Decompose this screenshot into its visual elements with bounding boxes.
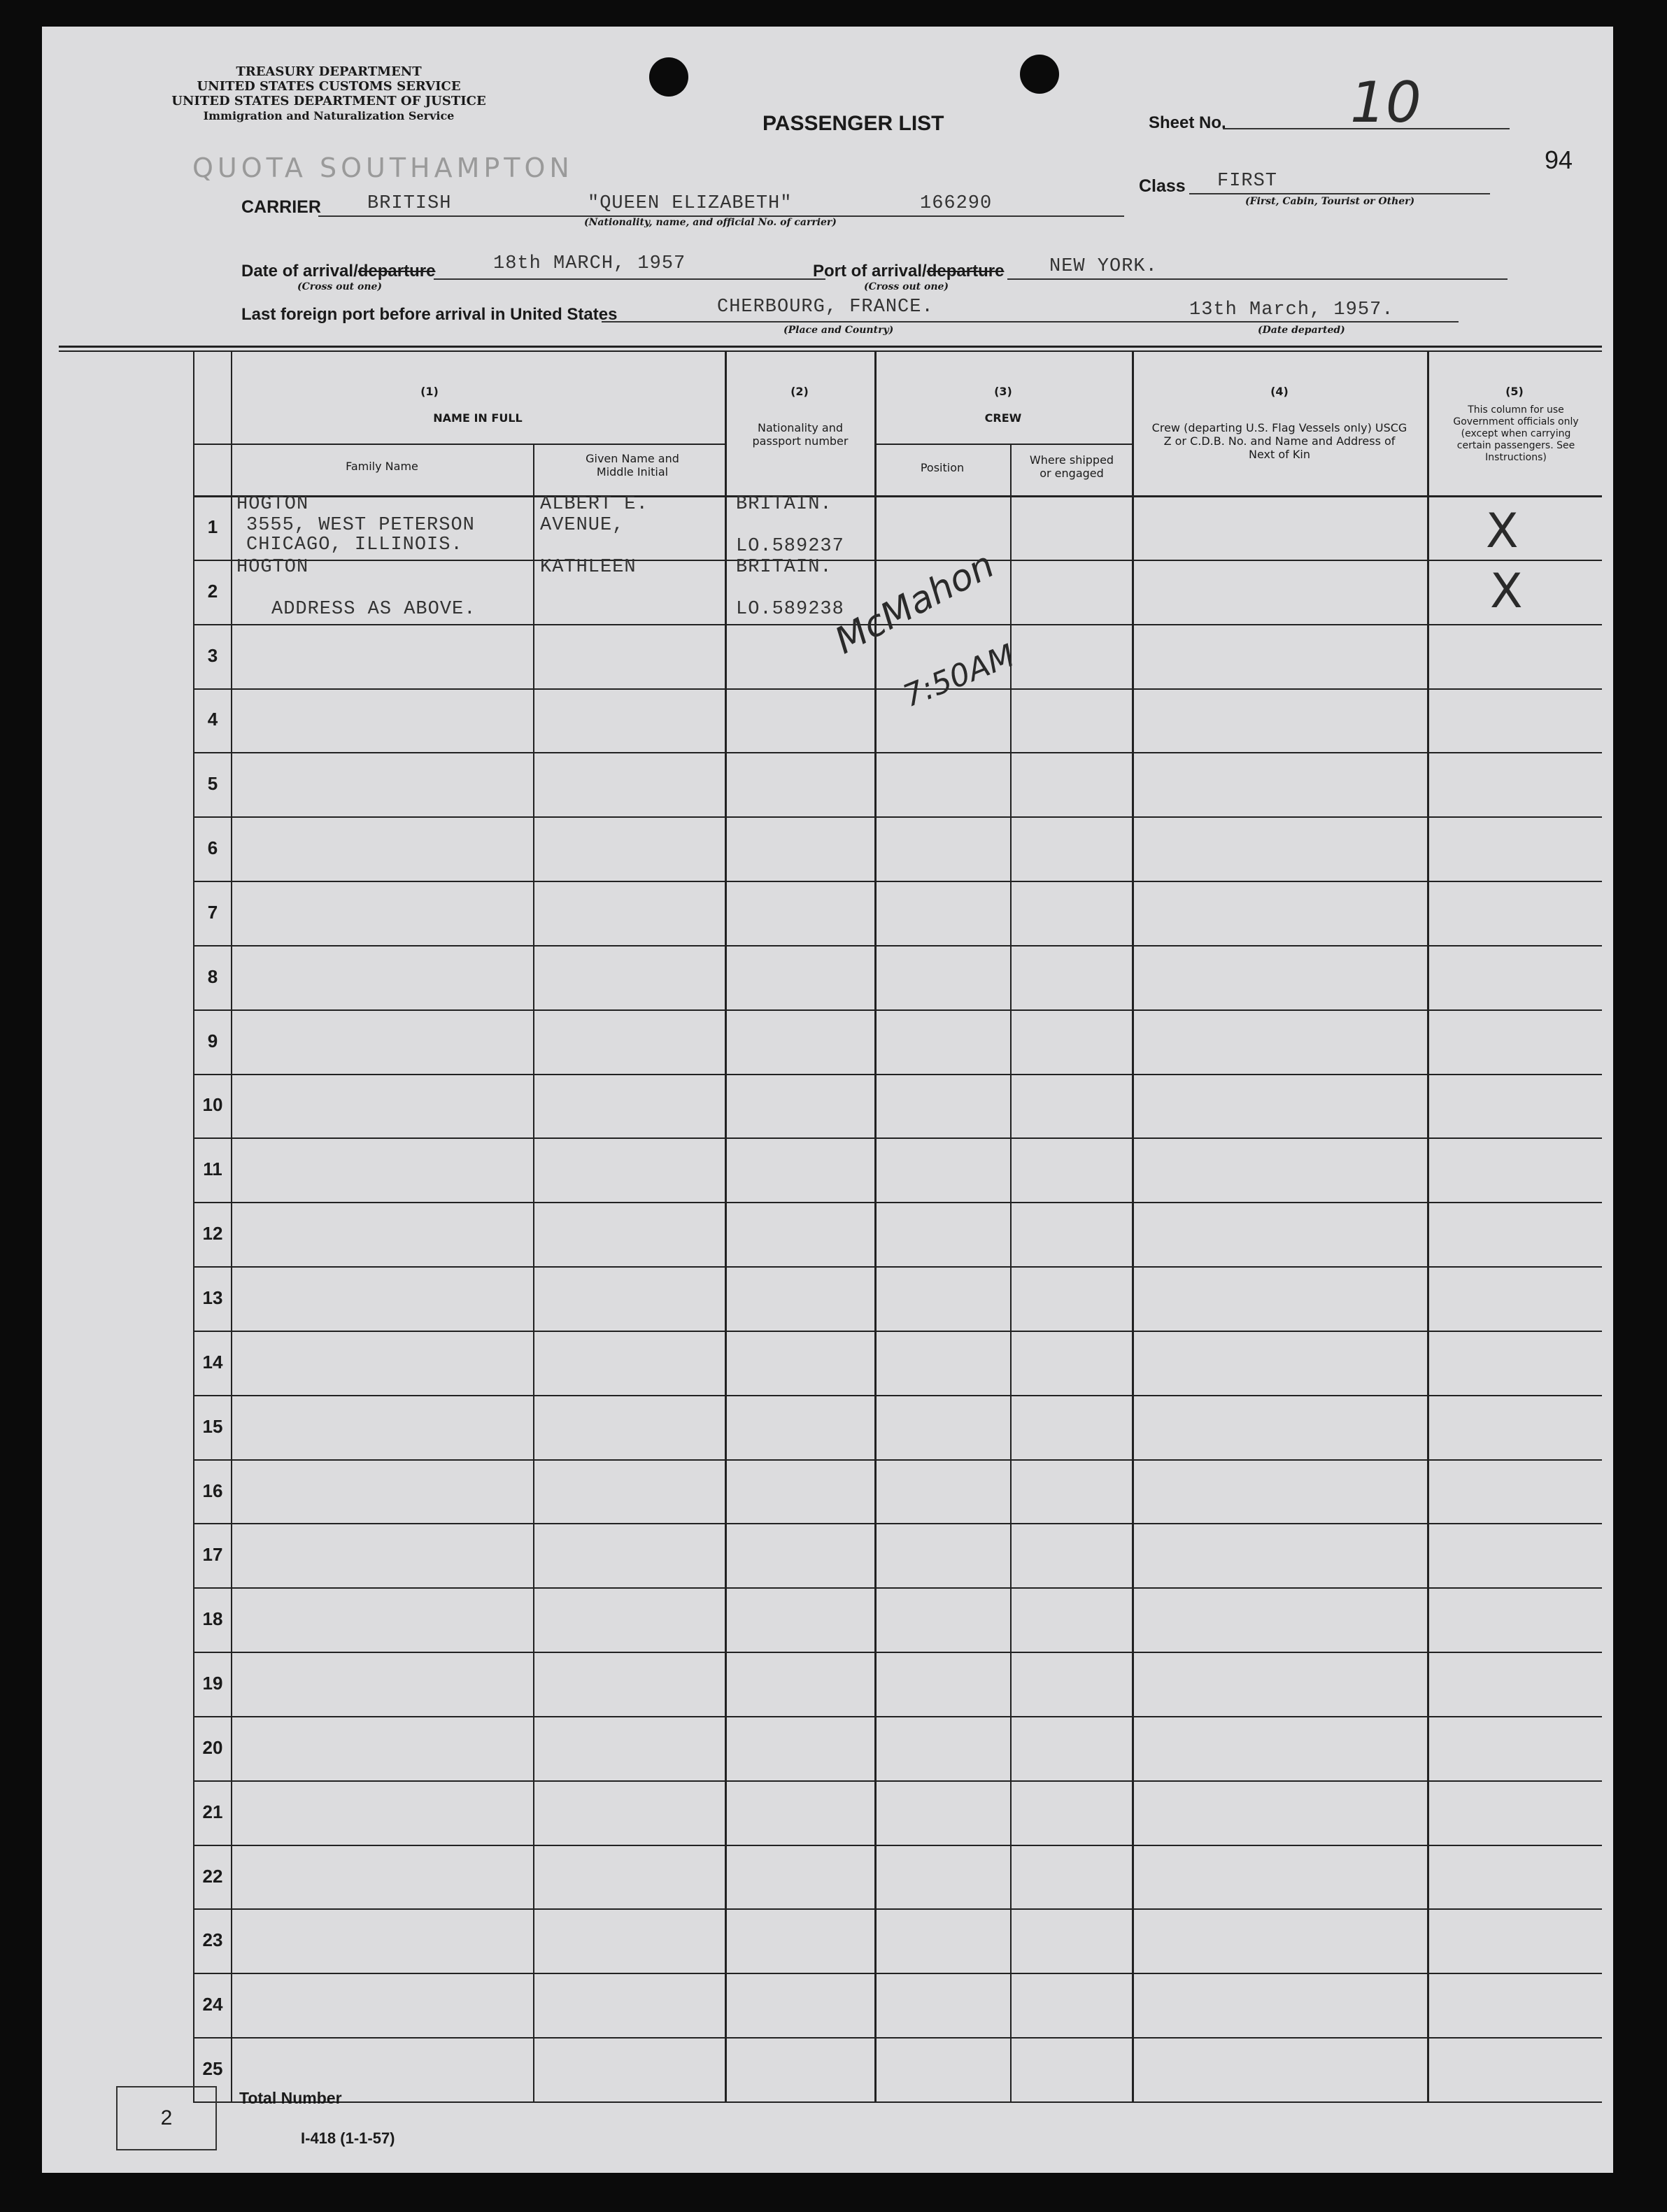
row-rule [193, 881, 1602, 882]
form-number: I-418 (1-1-57) [301, 2129, 395, 2147]
row-rule [193, 945, 1602, 947]
row-rule [193, 2101, 1602, 2103]
row-rule [193, 1587, 1602, 1589]
header-subrule-name [193, 444, 725, 445]
port-caption: (Cross out one) [864, 281, 949, 292]
port-label-departure: departure [926, 262, 1005, 281]
date-departed-caption: (Date departed) [1258, 325, 1345, 336]
row-rule [193, 1137, 1602, 1139]
row-number: 5 [207, 773, 218, 795]
row-number: 23 [202, 1929, 223, 1951]
agency-block [147, 64, 511, 123]
punch-hole-right [1020, 55, 1059, 94]
port-label-arrival: Port of arrival/ [813, 262, 927, 281]
row-number: 21 [202, 1801, 223, 1822]
entry1-given: ALBERT E. [540, 494, 648, 515]
col4-title: Crew (departing U.S. Flag Vessels only) USCG Z or C.D.B. No. and Name and Address of Next of Kin [1151, 421, 1407, 461]
row-rule [193, 1202, 1602, 1203]
entry2-address1: ADDRESS AS ABOVE. [271, 599, 476, 620]
row-number: 20 [202, 1736, 223, 1758]
row-number: 14 [202, 1351, 223, 1373]
col3-number: (3) [994, 385, 1012, 398]
row-rule [193, 1780, 1602, 1782]
row-number: 15 [202, 1415, 223, 1437]
entry2-given: KATHLEEN [540, 557, 637, 578]
entry1-passport: LO.589237 [736, 536, 844, 557]
row-number: 22 [202, 1865, 223, 1887]
carrier-label: CARRIER [241, 197, 321, 217]
col5-number: (5) [1505, 385, 1524, 398]
carrier-name: "QUEEN ELIZABETH" [588, 193, 793, 214]
row-rule [193, 1074, 1602, 1075]
col1a-family-name: Family Name [346, 460, 418, 473]
row-rule [193, 1652, 1602, 1653]
row-rule [193, 688, 1602, 690]
entry2-nationality: BRITAIN. [736, 557, 832, 578]
port-underline [1007, 278, 1508, 280]
passenger-table [59, 346, 1602, 2101]
carrier-nationality: BRITISH [367, 193, 452, 214]
total-label: Total Number [239, 2089, 342, 2107]
row-rule [193, 1716, 1602, 1717]
arrival-date-value: 18th MARCH, 1957 [493, 253, 686, 274]
col1b-given-name: Given Name and Middle Initial [586, 452, 679, 478]
row-rule [193, 1395, 1602, 1396]
entry1-given-line2: AVENUE, [540, 515, 625, 536]
carrier-number: 166290 [920, 193, 993, 214]
row-number: 13 [202, 1287, 223, 1308]
col4-number: (4) [1270, 385, 1289, 398]
last-port-value: CHERBOURG, FRANCE. [717, 297, 934, 318]
row-number: 10 [202, 1094, 223, 1116]
entry1-address2: CHICAGO, ILLINOIS. [246, 534, 463, 555]
date-label [241, 262, 435, 281]
row-rule [193, 560, 1602, 561]
row-rule [193, 752, 1602, 753]
agency-line-1: TREASURY DEPARTMENT [236, 64, 422, 79]
agency-line-2: UNITED STATES CUSTOMS SERVICE [197, 79, 461, 94]
date-underline [434, 278, 825, 280]
col3-title: CREW [984, 411, 1022, 425]
row-rule [193, 1973, 1602, 1974]
row-rule [193, 1331, 1602, 1332]
class-caption: (First, Cabin, Tourist or Other) [1245, 196, 1415, 207]
date-caption: (Cross out one) [297, 281, 383, 292]
entry1-nationality: BRITAIN. [736, 494, 832, 515]
port-value: NEW YORK. [1049, 256, 1158, 277]
row-number: 24 [202, 1994, 223, 2015]
entry1-mark: X [1486, 504, 1519, 559]
total-box [116, 2086, 217, 2150]
col3b-where-shipped: Where shipped or engaged [1029, 453, 1114, 480]
form-title: PASSENGER LIST [762, 112, 944, 135]
header-subrule-crew [874, 444, 1133, 445]
entry1-family: HOGTON [236, 494, 309, 515]
row-rule [193, 816, 1602, 818]
row-number: 25 [202, 2058, 223, 2080]
inspector-time: 7:50AM [898, 637, 1020, 715]
date-label-arrival: Date of arrival/ [241, 262, 358, 281]
row-number: 8 [207, 965, 218, 987]
col2-title: Nationality and passport number [752, 421, 849, 448]
inspector-signature: McMahon [828, 544, 1002, 662]
class-underline [1189, 193, 1490, 194]
last-port-underline [602, 321, 1112, 322]
passenger-list-form [42, 27, 1613, 2173]
col1-title: NAME IN FULL [433, 411, 523, 425]
last-port-label: Last foreign port before arrival in United States [241, 305, 618, 324]
row-number: 6 [207, 837, 218, 859]
page-corner-number: 94 [1545, 146, 1573, 174]
col2-number: (2) [790, 385, 809, 398]
agency-line-3: UNITED STATES DEPARTMENT OF JUSTICE [171, 94, 486, 108]
row-number: 4 [207, 709, 218, 730]
row-number: 3 [207, 644, 218, 666]
entry2-family: HOGTON [236, 557, 309, 578]
port-label [813, 262, 1004, 281]
sheet-label: Sheet No. [1149, 113, 1226, 132]
table-rows [193, 495, 1602, 2101]
col5-title: This column for use Government officials only (except when carrying certain passengers. See Instructions) [1453, 404, 1579, 463]
row-number: 16 [202, 1480, 223, 1501]
carrier-caption: (Nationality, name, and official No. of carrier) [584, 217, 837, 228]
entry1-address1: 3555, WEST PETERSON [246, 515, 475, 536]
agency-line-4: Immigration and Naturalization Service [203, 109, 455, 122]
last-port-caption: (Place and Country) [783, 325, 894, 336]
date-label-departure: departure [357, 262, 436, 281]
row-number: 11 [203, 1158, 222, 1180]
row-rule [193, 1845, 1602, 1846]
row-number: 18 [202, 1608, 223, 1630]
table-top-rule-2 [59, 350, 1602, 352]
row-number: 12 [202, 1223, 223, 1245]
entry2-mark: X [1490, 564, 1523, 619]
row-rule [193, 1009, 1602, 1011]
row-rule [193, 1459, 1602, 1461]
col3a-position: Position [920, 461, 965, 474]
sheet-value: 10 [1350, 70, 1421, 135]
col1-number: (1) [420, 385, 439, 398]
table-top-rule [59, 346, 1602, 348]
entry2-passport: LO.589238 [736, 599, 844, 620]
row-rule [193, 2037, 1602, 2039]
date-departed-underline [1095, 321, 1459, 322]
class-label: Class [1139, 176, 1186, 196]
row-number: 19 [202, 1673, 223, 1694]
row-rule [193, 1523, 1602, 1524]
row-number: 2 [207, 580, 218, 602]
row-number: 7 [207, 901, 218, 923]
row-number: 1 [207, 516, 218, 537]
row-rule [193, 1908, 1602, 1910]
row-rule [193, 1266, 1602, 1268]
row-number: 17 [202, 1544, 223, 1566]
punch-hole-left [649, 57, 688, 97]
class-value: FIRST [1217, 171, 1278, 192]
date-departed-value: 13th March, 1957. [1189, 299, 1394, 320]
handwritten-quota-note: QUOTA SOUTHAMPTON [192, 153, 574, 183]
row-number: 9 [207, 1030, 218, 1051]
total-value: 2 [160, 2106, 173, 2129]
